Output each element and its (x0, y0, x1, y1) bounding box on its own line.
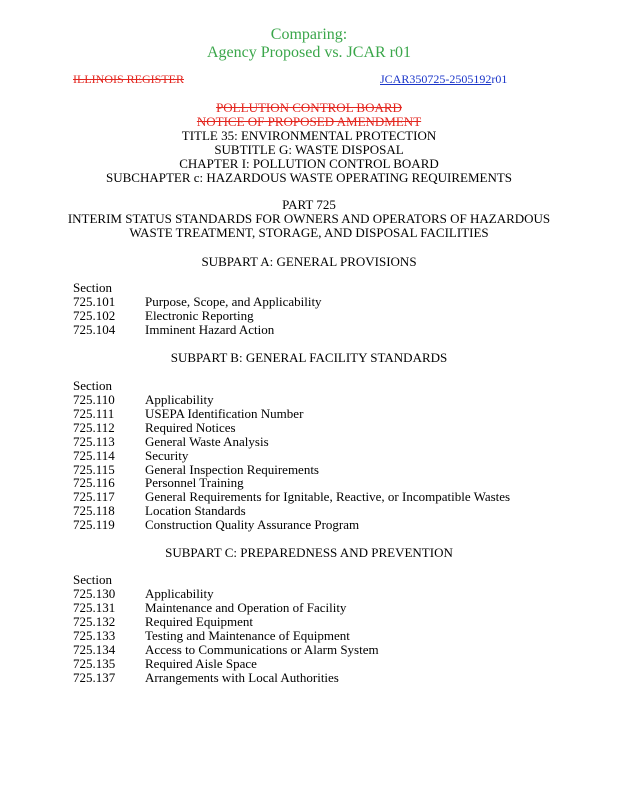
section-label: Section (73, 280, 112, 295)
toc-row (73, 421, 593, 435)
toc-row (73, 615, 593, 629)
section-title: Testing and Maintenance of Equipment (145, 628, 350, 643)
comparison-subtitle: Agency Proposed vs. JCAR r01 (207, 44, 411, 61)
section-number: 725.137 (73, 670, 116, 685)
notice-type-deleted: NOTICE OF PROPOSED AMENDMENT (196, 114, 422, 129)
part-name-line-1: INTERIM STATUS STANDARDS FOR OWNERS AND OPERATORS OF HAZARDOUS (67, 211, 551, 226)
toc-row (73, 657, 593, 671)
section-title: General Inspection Requirements (145, 462, 319, 477)
part-number: PART 725 (282, 197, 336, 212)
section-title: Arrangements with Local Authorities (145, 670, 339, 685)
section-title: Required Notices (145, 420, 236, 435)
section-number: 725.134 (73, 642, 116, 657)
title-line: TITLE 35: ENVIRONMENTAL PROTECTION (181, 128, 437, 143)
jcar-reference-number: JCAR350725-2505192 (380, 72, 492, 86)
section-title: Imminent Hazard Action (145, 322, 275, 337)
section-number: 725.114 (73, 448, 115, 463)
section-number: 725.118 (73, 503, 115, 518)
toc-row (73, 629, 593, 643)
subpart-heading: SUBPART B: GENERAL FACILITY STANDARDS (170, 350, 448, 365)
section-title: Applicability (145, 392, 214, 407)
subtitle-line: SUBTITLE G: WASTE DISPOSAL (214, 142, 404, 157)
section-label: Section (73, 378, 112, 393)
section-number: 725.117 (73, 489, 115, 504)
section-title: Maintenance and Operation of Facility (145, 600, 347, 615)
section-title: USEPA Identification Number (145, 406, 304, 421)
section-title: Location Standards (145, 503, 246, 518)
section-title: Electronic Reporting (145, 308, 254, 323)
toc-row (73, 323, 593, 337)
toc-row (73, 643, 593, 657)
toc-row (73, 435, 593, 449)
section-number: 725.102 (73, 308, 116, 323)
section-number: 725.119 (73, 517, 115, 532)
section-number: 725.131 (73, 600, 116, 615)
section-number: 725.132 (73, 614, 116, 629)
section-title: Personnel Training (145, 475, 244, 490)
part-name-line-2: WASTE TREATMENT, STORAGE, AND DISPOSAL FACILITIES (129, 225, 489, 240)
jcar-reference-revision: r01 (491, 72, 508, 86)
section-number: 725.112 (73, 420, 115, 435)
section-title: General Requirements for Ignitable, Reactive, or Incompatible Wastes (145, 489, 511, 504)
toc-row (73, 407, 593, 421)
toc-row (73, 518, 593, 532)
toc-row (73, 449, 593, 463)
section-title: General Waste Analysis (145, 434, 269, 449)
section-title: Applicability (145, 586, 214, 601)
section-title: Access to Communications or Alarm System (145, 642, 379, 657)
chapter-line: CHAPTER I: POLLUTION CONTROL BOARD (179, 156, 439, 171)
section-number: 725.101 (73, 294, 116, 309)
board-name-deleted: POLLUTION CONTROL BOARD (216, 100, 402, 115)
subpart-heading: SUBPART A: GENERAL PROVISIONS (201, 254, 417, 269)
section-number: 725.110 (73, 392, 115, 407)
subpart-heading: SUBPART C: PREPAREDNESS AND PREVENTION (165, 545, 453, 560)
section-title: Required Equipment (145, 614, 253, 629)
section-number: 725.135 (73, 656, 116, 671)
subchapter-line: SUBCHAPTER c: HAZARDOUS WASTE OPERATING REQUIREMENTS (105, 170, 513, 185)
toc-row (73, 295, 593, 309)
register-header-deleted: ILLINOIS REGISTER (73, 72, 184, 86)
toc-row (73, 671, 593, 685)
comparison-title: Comparing: (270, 26, 348, 43)
section-title: Construction Quality Assurance Program (145, 517, 360, 532)
toc-row (73, 476, 593, 490)
section-number: 725.133 (73, 628, 116, 643)
section-title: Purpose, Scope, and Applicability (145, 294, 322, 309)
section-number: 725.116 (73, 475, 115, 490)
section-number: 725.115 (73, 462, 115, 477)
toc-row (73, 587, 593, 601)
toc-row (73, 490, 593, 504)
toc-row (73, 309, 593, 323)
section-number: 725.130 (73, 586, 116, 601)
section-number: 725.113 (73, 434, 115, 449)
jcar-reference (380, 72, 507, 86)
toc-row (73, 504, 593, 518)
section-title: Security (145, 448, 189, 463)
section-number: 725.104 (73, 322, 116, 337)
section-number: 725.111 (73, 406, 115, 421)
toc-row (73, 601, 593, 615)
section-title: Required Aisle Space (145, 656, 257, 671)
section-label: Section (73, 572, 112, 587)
toc-row (73, 393, 593, 407)
